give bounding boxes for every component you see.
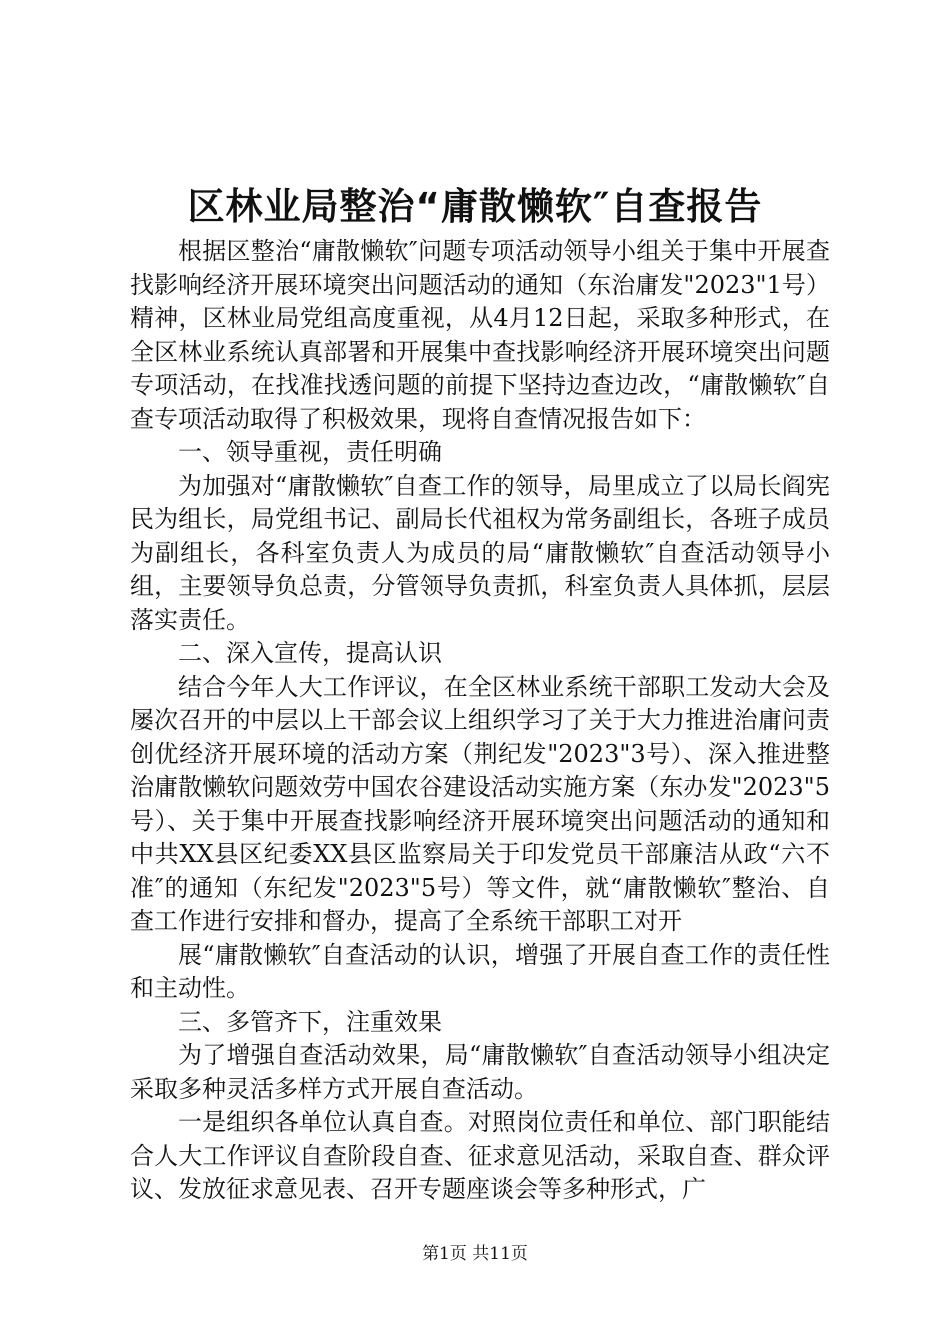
paragraph: 一是组织各单位认真自查。对照岗位责任和单位、部门职能结合人大工作评议自查阶段自查、征求意见活动，采取自查、群众评议、发放征求意见表、召开专题座谈会等多种形式，广 (130, 1108, 830, 1203)
document-title: 区林业局整治“庸散懒软″自查报告 (187, 185, 763, 228)
section-heading: 三、多管齐下，注重效果 (178, 1007, 442, 1036)
document-body (130, 235, 830, 1207)
paragraph: 根据区整治“庸散懒软″问题专项活动领导小组关于集中开展查找影响经济开展环境突出问题活动的通知（东治庸发"2023"1号）精神，区林业局党组高度重视，从4月12日起，采取多种形式，在全区林业系统认真部署和开展集中查找影响经济开展环境突出问题专项活动，在找准找透问题的前提下坚持边查边改，“庸散懒软″自查专项活动取得了积极效果，现将自查情况报告如下： (130, 237, 830, 433)
section-heading: 一、领导重视，责任明确 (178, 438, 442, 466)
page-number: 第1页 共11页 (422, 1244, 528, 1264)
paragraph: 为了增强自查活动效果，局“庸散懒软″自查活动领导小组决定采取多种灵活多样方式开展自查活动。 (130, 1041, 830, 1103)
paragraph: 结合今年人大工作评议，在全区林业系统干部职工发动大会及屡次召开的中层以上干部会议上组织学习了关于大力推进治庸问责创优经济开展环境的活动方案（荆纪发"2023"3号）、深入推进整治庸散懒软问题效劳中国农谷建设活动实施方案（东办发"2023"5号）、关于集中开展查找影响经济开展环境突出问题活动的通知和中共XX县区纪委XX县区监察局关于印发党员干部廉洁从政“六不准″的通知（东纪发"2023"5号）等文件，就“庸散懒软″整治、自查工作进行安排和督办，提高了全系统干部职工对开 (130, 672, 830, 935)
section-heading: 二、深入宣传，提高认识 (178, 639, 442, 667)
paragraph: 展“庸散懒软″自查活动的认识，增强了开展自查工作的责任性和主动性。 (130, 940, 830, 1002)
paragraph: 为加强对“庸散懒软″自查工作的领导，局里成立了以局长阎宪民为组长，局党组书记、副局长代祖权为常务副组长，各班子成员为副组长，各科室负责人为成员的局“庸散懒软″自查活动领导小组，主要领导负总责，分管领导负责抓，科室负责人具体抓，层层落实责任。 (130, 471, 830, 634)
